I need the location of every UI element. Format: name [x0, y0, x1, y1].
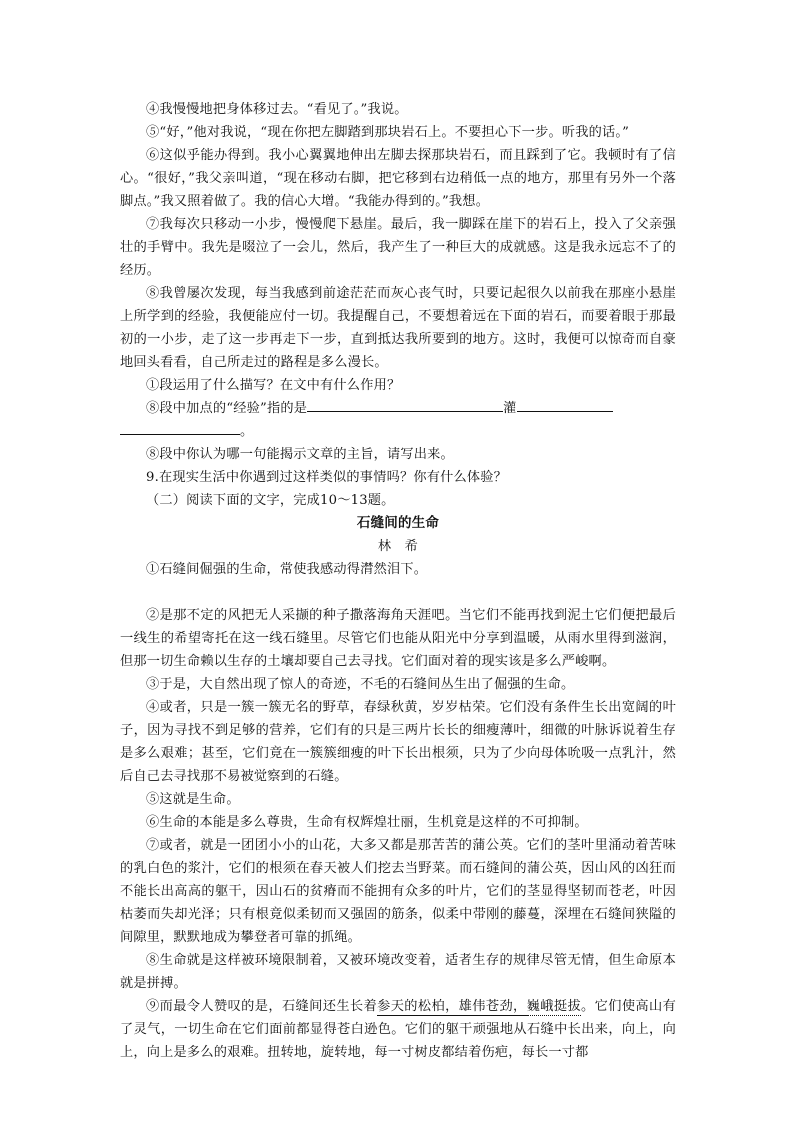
article-paragraph-6: ⑥生命的本能是多么尊贵，生命有权辉煌壮丽，生机竟是这样的不可抑制。 — [146, 815, 588, 830]
article-paragraph-2: ②是那不定的风把无人采撷的种子撒落海角天涯吧。当它们不能再找到泥土它们便把最后一线生的希望寄托在这一线石缝里。尽管它们也能从阳光中分享到温暖，从雨水里得到滋润，但那一切生命赖以生存的土壤却要自己去寻找。它们面对着的现实该是多么严峻啊。 — [120, 608, 676, 669]
article-paragraph-5: ⑤这就是生命。 — [146, 792, 240, 807]
article-paragraph-1: ①石缝间倔强的生命，常使我感动得潸然泪下。 — [146, 562, 428, 577]
paragraph-4: ④我慢慢地把身体移过去。“看见了。”我说。 — [146, 102, 408, 117]
question-3: ⑧段中你认为哪一句能揭示文章的主旨，请写出来。 — [146, 447, 454, 462]
question-2-end: 。 — [240, 424, 254, 439]
dotted-phrase: 巍峨挺拔 — [526, 999, 582, 1014]
paragraph-8: ⑧我曾屡次发现，每当我感到前途茫茫而灰心丧气时，只要记起很久以前我在那座小悬崖上所学到的经验，我便能应付一切。我提醒自己，不要想着远在下面的岩石，而要着眼于那最初的一小步，走了这一步再走下一步，直到抵达我所要到的地方。这时，我便可以惊奇而自豪地回头看看，自己所走过的路程是多么漫长。 — [120, 286, 676, 370]
article-paragraph-4: ④或者，只是一簇一簇无名的野草，春绿秋黄，岁岁枯荣。它们没有条件生长出宽阔的叶子，因为寻找不到足够的营养，它们有的只是三两片长长的细瘦薄叶，细微的叶脉诉说着生存是多么艰难；甚至，它们竟在一簇簇细瘦的叶下长出根须，只为了少向母体吮吸一点乳汁，然后自己去寻找那不易被觉察到的石缝。 — [120, 700, 676, 784]
answer-blank-1[interactable] — [307, 397, 503, 412]
question-2-mid: 灌 — [503, 401, 517, 416]
article-author: 林 希 — [377, 539, 419, 554]
paragraph-9-rest: 。它们使高山有了灵气，一切生命在它们面前都显得苍白逊色。它们的躯干顽强地从石缝中长出来，向上，向上，向上是多么的艰难。扭转地，旋转地，每一寸树皮都结着伤疤，每长一寸都 — [120, 999, 676, 1060]
question-9: 9.在现实生活中你遇到过这样类似的事情吗？你有什么体验？ — [146, 470, 508, 485]
paragraph-7: ⑦我每次只移动一小步，慢慢爬下悬崖。最后，我一脚踩在崖下的岩石上，投入了父亲强壮的手臂中。我先是啜泣了一会儿，然后，我产生了一种巨大的成就感。这是我永远忘不了的经历。 — [120, 217, 676, 278]
article-title: 石缝间的生命 — [356, 515, 440, 531]
question-2-continuation — [120, 420, 676, 443]
paragraph-9-start: ⑨而最令人赞叹的是，石缝间还生长着 — [146, 999, 378, 1014]
answer-blank-2[interactable] — [517, 397, 613, 412]
paragraph-5: ⑤“好，”他对我说，“现在你把左脚踏到那块岩石上。不要担心下一步。听我的话。” — [146, 125, 630, 140]
spacer — [120, 581, 676, 604]
text-column — [120, 98, 676, 1064]
article-paragraph-9 — [120, 995, 676, 1064]
article-paragraph-3: ③于是，大自然出现了惊人的奇迹，不毛的石缝间丛生出了倔强的生命。 — [146, 677, 575, 692]
underlined-phrase: 参天的松柏，雄伟苍劲， — [377, 999, 527, 1014]
article-paragraph-7: ⑦或者，就是一团团小小的山花，大多又都是那苦苦的蒲公英。它们的茎叶里涌动着苦味的乳白色的浆汁，它们的根须在春天被人们挖去当野菜。而石缝间的蒲公英，因山风的凶狂而不能长出高高的躯干，因山石的贫瘠而不能拥有众多的叶片，它们的茎显得坚韧而苍老，叶因枯萎而失却光泽；只有根竟似柔韧而又强固的筋条，似柔中带刚的藤蔓，深埋在石缝间狭隘的间隙里，默默地成为攀登者可靠的抓绳。 — [120, 838, 676, 945]
answer-blank-3[interactable] — [120, 420, 240, 435]
question-2-prefix: ⑧段中加点的“经验”指的是 — [146, 401, 308, 416]
article-paragraph-8: ⑧生命就是这样被环境限制着，又被环境改变着，适者生存的规律尽管无情，但生命原本就是拼搏。 — [120, 953, 676, 991]
question-1: ①段运用了什么描写？在文中有什么作用？ — [146, 378, 401, 393]
section-2-intro: （二）阅读下面的文字，完成10～13题。 — [146, 493, 395, 508]
question-2 — [120, 397, 676, 420]
paragraph-6: ⑥这似乎能办得到。我小心翼翼地伸出左脚去探那块岩石，而且踩到了它。我顿时有了信心。“很好，”我父亲叫道，“现在移动右脚，把它移到右边稍低一点的地方，那里有另外一个落脚点。”我又照着做了。我的信心大增。“我能办得到的。”我想。 — [120, 148, 676, 209]
